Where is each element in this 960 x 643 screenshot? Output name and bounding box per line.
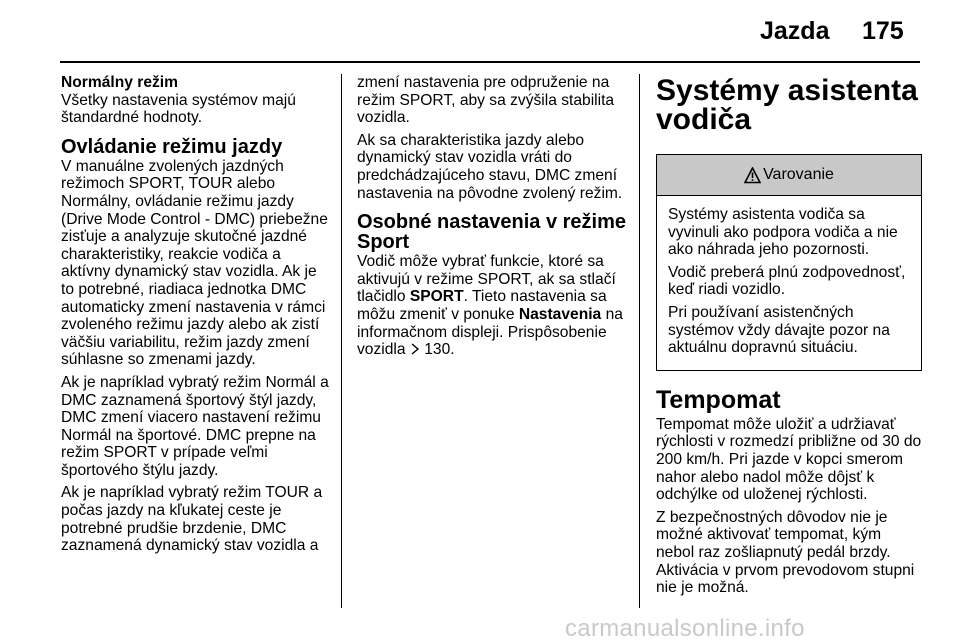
settings-menu-label: Nastavenia [518,305,602,323]
personal-settings-text: Vodič môže vybrať funkcie, ktoré sa aktivujú v režime SPORT, ak sa stlačí tlačidlo SPORT. Tieto nastavenia sa môžu zmeniť v ponuke Nastavenia na informačnom displeji. Prispôsobenie vozidla 130. [357,253,623,359]
warning-paragraph-1: Systémy asistenta vodiča sa vyvinuli ako podpora vodiča a nie ako náhrada jeho pozornosti. [668,206,898,259]
header-rule [60,61,920,63]
warning-paragraph-3: Pri používaní asistenčných systémov vždy dávajte pozor na aktuálnu dopravnú situáciu. [668,303,890,357]
cruise-control-heading: Tempomat [656,385,781,414]
cruise-paragraph-2: Z bezpečnostných dôvodov nie je možné aktivovať tempomat, kým nebol raz zošliapnutý pedál brzdy. Aktivácia v prvom prevodovom stupni nie je možná. [656,508,915,597]
section-title: Systémy asistenta vodiča [656,74,918,136]
dmc-paragraph-4: zmení nastavenia pre odpruženie na režim SPORT, aby sa zvýšila stabilita vozidla. [357,74,615,127]
cruise-paragraph-1: Tempomat môže uložiť a udržiavať rýchlosti v rozmedzí približne od 30 do 200 km/h. Pri jazde v kopci smerom nahor alebo nadol môže dôjsť k odchýlke od uloženej rýchlosti. [656,415,922,504]
watermark: carmanualsonline.info [565,615,805,642]
running-header-title: Jazda [760,17,830,45]
normal-mode-text: Všetky nastavenia systémov majú štandardné hodnoty. [61,91,296,127]
dmc-paragraph-2: Ak je napríklad vybratý režim Normál a DMC zaznamená športový štýl jazdy, DMC zmení viacero nastavení režimu Normál na športové. DMC prepne na režim SPORT v prípade veľmi športového štýlu jazdy. [61,373,329,479]
warning-paragraph-2: Vodič preberá plnú zodpovednosť, keď riadi vozidlo. [668,263,906,299]
warning-label: Varovanie [763,166,834,184]
column-3 [656,74,922,602]
dmc-heading: Ovládanie režimu jazdy [61,135,283,158]
dmc-paragraph-1: V manuálne zvolených jazdných režimoch SPORT, TOUR alebo Normálny, ovládanie režimu jazdy (Drive Mode Control - DMC) priebežne zisťuje a analyzuje skutočné jazdné charakteristiky, reakcie vodiča a aktívny dynamický stav vozidla. Ak je to potrebné, riadiaca jednotka DMC automaticky zmení nastavenia v rámci zvoleného režimu jazdy alebo ak zistí väčšiu variabilitu, režim jazdy zmení súhlasne so zmenami jazdy. [61,157,328,369]
normal-mode-heading: Normálny režim [61,74,178,91]
warning-header [657,155,921,196]
page-reference[interactable]: 130 [424,341,451,359]
column-1 [61,74,331,560]
sport-button-label: SPORT [409,288,464,306]
dmc-paragraph-3: Ak je napríklad vybratý režim TOUR a počas jazdy na kľukatej ceste je potrebné prudšie brzdenie, DMC zaznamená dynamický stav vozidla a [61,484,323,555]
column-divider-2 [639,74,640,608]
warning-box [656,154,922,371]
dmc-paragraph-5: Ak sa charakteristika jazdy alebo dynamický stav vozidla vráti do predchádzajúceho stavu, DMC zmení nastavenia na pôvodne zvolený režim. [357,131,623,202]
column-divider-1 [341,74,342,608]
personal-settings-heading: Osobné nastavenia v režime Sport [357,211,627,254]
page-number: 175 [862,17,904,45]
warning-triangle-icon [744,167,761,184]
column-2 [357,74,629,364]
warning-body [657,196,921,370]
page-reference-arrow-icon [410,342,420,354]
